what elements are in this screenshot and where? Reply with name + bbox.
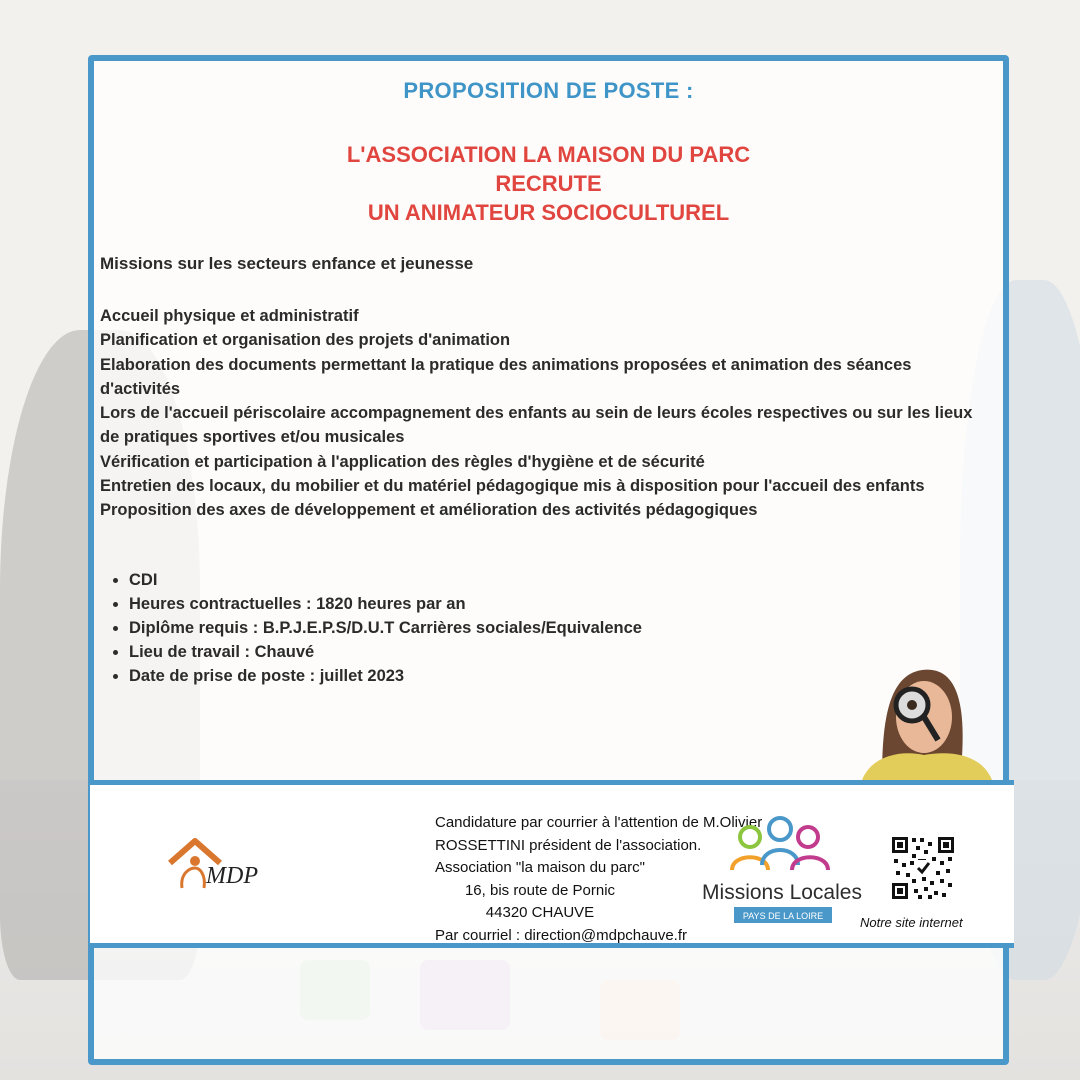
missions-intro: Missions sur les secteurs enfance et jeunesse xyxy=(100,254,474,273)
condition-item: • Lieu de travail : Chauvé xyxy=(129,640,642,664)
condition-item: • Date de prise de poste : juillet 2023 xyxy=(129,664,642,688)
magnifier-woman-image xyxy=(842,655,992,780)
svg-text:MDP: MDP xyxy=(206,863,258,889)
offer-label: PROPOSITION DE POSTE : xyxy=(403,78,694,103)
headline xyxy=(88,140,1009,227)
qr-code-icon[interactable] xyxy=(890,835,956,901)
contact-block xyxy=(435,812,763,947)
svg-text:Missions Locales: Missions Locales xyxy=(702,881,862,904)
contact-line: Candidature par courrier à l'attention de M.Olivier xyxy=(435,814,763,831)
condition-item: • Diplôme requis : B.P.J.E.P.S/D.U.T Carrières sociales/Equivalence xyxy=(129,616,642,640)
missions-locales-logo xyxy=(702,815,862,930)
mission-item: Planification et organisation des projets d'animation xyxy=(100,331,511,350)
mission-item: Accueil physique et administratif xyxy=(100,307,359,325)
mission-item: Proposition des axes de développement et amélioration des activités pédagogiques xyxy=(100,501,758,520)
missions-list xyxy=(100,304,980,523)
contact-line: Association "la maison du parc" xyxy=(435,859,645,876)
mission-item: Vérification et participation à l'application des règles d'hygiène et de sécurité xyxy=(100,452,705,471)
condition-item: • CDI xyxy=(129,568,642,592)
contact-footer xyxy=(90,780,1014,948)
mission-item: Entretien des locaux, du mobilier et du matériel pédagogique mis à disposition pour l'accueil des enfants xyxy=(100,477,925,496)
qr-caption: Notre site internet xyxy=(860,915,963,930)
contact-line: ROSSETTINI président de l'association. xyxy=(435,836,702,854)
condition-item: • Heures contractuelles : 1820 heures par an xyxy=(129,592,642,616)
contact-email[interactable]: Par courriel : direction@mdpchauve.fr xyxy=(435,926,687,944)
contact-line: 44320 CHAUVE xyxy=(485,904,595,921)
mission-item: Lors de l'accueil périscolaire accompagnement des enfants au sein de leurs écoles respectives ou sur les lieux de pratiques sportives et/ou musicales xyxy=(100,404,973,447)
svg-text:PAYS DE LA LOIRE: PAYS DE LA LOIRE xyxy=(742,911,824,921)
headline-line: L'ASSOCIATION LA MAISON DU PARC xyxy=(346,142,751,167)
headline-line: UN ANIMATEUR SOCIOCULTUREL xyxy=(367,200,730,225)
mdp-logo xyxy=(160,833,290,903)
headline-line: RECRUTE xyxy=(495,171,602,196)
contact-line: 16, bis route de Pornic xyxy=(464,881,616,899)
conditions-list xyxy=(100,568,642,688)
mission-item: Elaboration des documents permettant la pratique des animations proposées et animation des séances d'activités xyxy=(100,355,912,398)
